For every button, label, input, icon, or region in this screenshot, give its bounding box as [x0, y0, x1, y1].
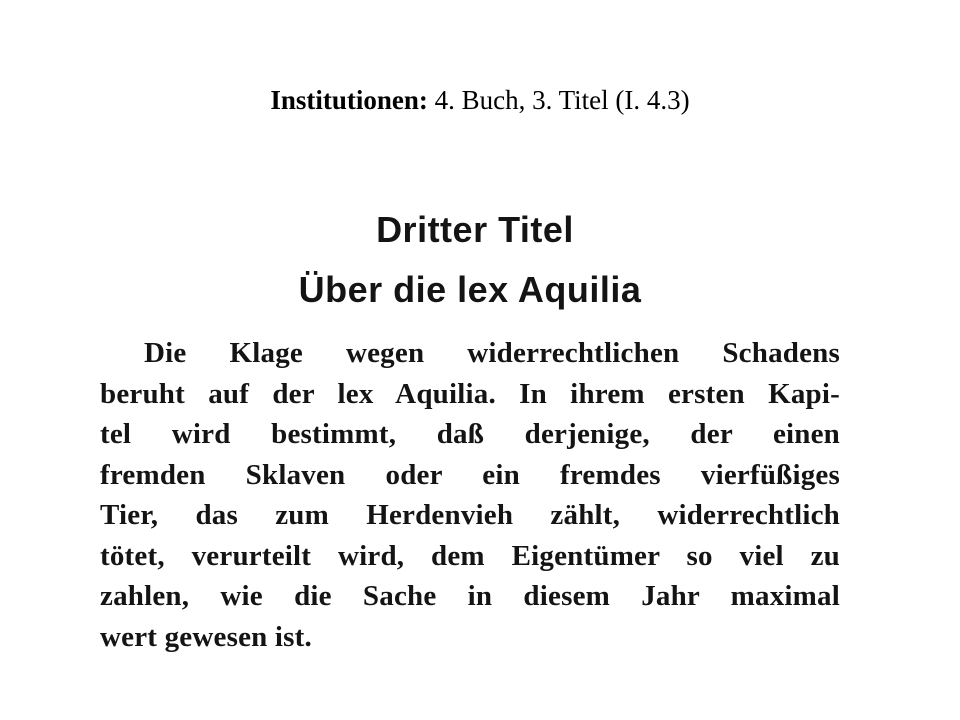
body-line: zahlen, wie die Sache in diesem Jahr maximal: [100, 580, 840, 612]
body-line: Tier, das zum Herdenvieh zählt, widerrechtlich: [100, 499, 840, 531]
body-line: tötet, verurteilt wird, dem Eigentümer so viel zu: [100, 539, 840, 572]
body-line: wert gewesen ist.: [100, 620, 312, 653]
body-line: tel wird bestimmt, daß derjenige, der einen: [100, 418, 840, 450]
header-reference: 4. Buch, 3. Titel (I. 4.3): [434, 85, 690, 115]
slide-header: [0, 80, 960, 120]
scanned-text-excerpt: [100, 200, 840, 657]
section-heading: Dritter Titel: [376, 209, 574, 250]
body-line: beruht auf der lex Aquilia. In ihrem ersten Kapi-: [100, 377, 840, 410]
body-line: Die Klage wegen widerrechtlichen Schadens: [144, 337, 840, 369]
header-label: Institutionen:: [270, 85, 428, 115]
section-subheading: Über die lex Aquilia: [298, 269, 642, 310]
body-line: fremden Sklaven oder ein fremdes vierfüßiges: [100, 458, 840, 491]
body-paragraph: [100, 333, 840, 657]
